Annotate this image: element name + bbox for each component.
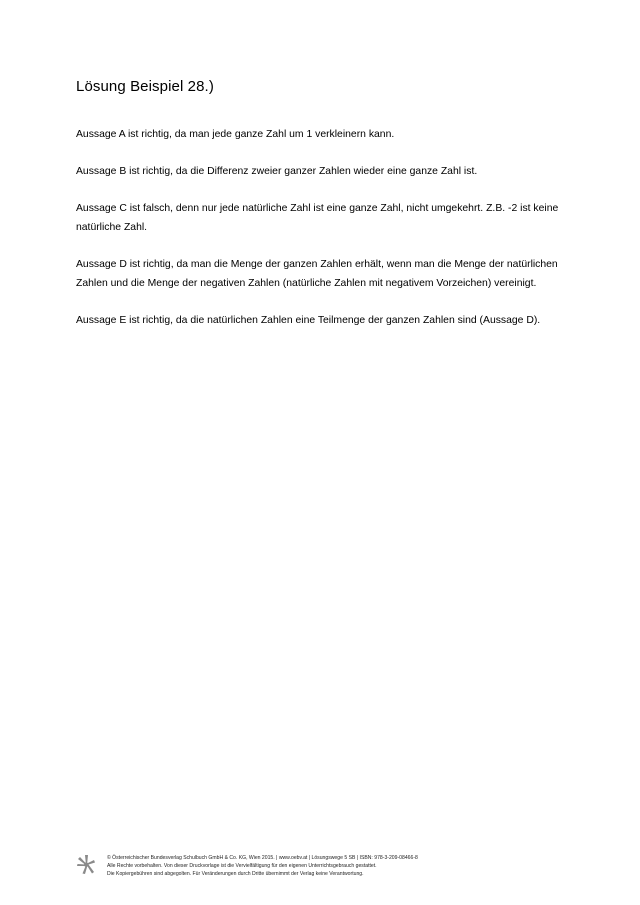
fees-line: Die Kopiergebühren sind abgegolten. Für Veränderungen durch Dritte übernimmt der Verlag keine Verantwortung. bbox=[107, 871, 364, 877]
paragraph-aussage-d: Aussage D ist richtig, da man die Menge der ganzen Zahlen erhält, wenn man die Menge der natürlichen Zahlen und die Menge der negativen Zahlen (natürliche Zahlen mit negativem Vorzeichen) vereinigt. bbox=[76, 259, 558, 289]
page-title: Lösung Beispiel 28.) bbox=[76, 78, 214, 95]
solution-text bbox=[76, 125, 576, 348]
paragraph-aussage-b: Aussage B ist richtig, da die Differenz zweier ganzer Zahlen wieder eine ganze Zahl ist. bbox=[76, 166, 478, 177]
publisher-logo-icon bbox=[76, 854, 96, 876]
page-footer bbox=[76, 854, 596, 880]
paragraph-aussage-a: Aussage A ist richtig, da man jede ganze Zahl um 1 verkleinern kann. bbox=[76, 129, 395, 140]
paragraph-aussage-e: Aussage E ist richtig, da die natürlichen Zahlen eine Teilmenge der ganzen Zahlen sind (Aussage D). bbox=[76, 315, 541, 326]
copyright-notice bbox=[107, 854, 418, 878]
rights-line: Alle Rechte vorbehalten. Von dieser Druckvorlage ist die Vervielfältigung für den eigenen Unterrichtsgebrauch gestattet. bbox=[107, 863, 377, 869]
paragraph-aussage-c: Aussage C ist falsch, denn nur jede natürliche Zahl ist eine ganze Zahl, nicht umgekehrt. Z.B. -2 ist keine natürliche Zahl. bbox=[76, 203, 559, 233]
copyright-line: © Österreichischer Bundesverlag Schulbuch GmbH & Co. KG, Wien 2015. | www.oebv.at | Lösungswege 5 SB | ISBN: 978-3-209-08466-8 bbox=[107, 855, 418, 861]
